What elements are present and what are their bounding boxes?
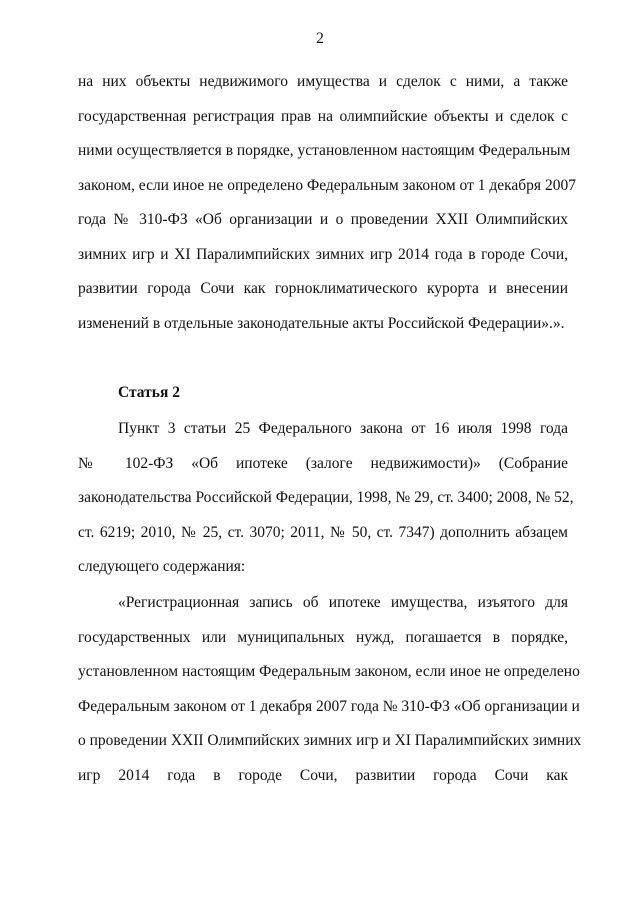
text-line: государственных или муниципальных нужд, погашается в порядке,: [78, 628, 568, 646]
text-line: на них объекты недвижимого имущества и сделок с ними, а также: [78, 73, 568, 90]
text-line: ними осуществляется в порядке, установленном настоящим Федеральным: [78, 142, 571, 159]
paragraph-quoted-amendment: [78, 586, 582, 793]
text-line: игр 2014 года в городе Сочи, развитии города Сочи как: [78, 766, 568, 784]
text-line: изменений в отдельные законодательные акты Российской Федерации».».: [78, 314, 565, 332]
article-heading: Статья 2: [118, 384, 180, 401]
text-line: развитии города Сочи как горноклиматического курорта и внесении: [78, 280, 568, 297]
text-line: зимних игр и XI Паралимпийских зимних игр 2014 года в городе Сочи,: [78, 245, 568, 263]
text-line: года № 310-ФЗ «Об организации и о проведении XXII Олимпийских: [78, 211, 568, 228]
text-line: о проведении XXII Олимпийских зимних игр и XI Паралимпийских зимних: [78, 732, 582, 749]
text-line: ст. 6219; 2010, № 25, ст. 3070; 2011, № 50, ст. 7347) дополнить абзацем: [78, 523, 568, 541]
text-line: законодательства Российской Федерации, 1998, № 29, ст. 3400; 2008, № 52,: [78, 489, 574, 506]
text-line: Федеральным законом от 1 декабря 2007 года № 310-ФЗ «Об организации и: [78, 697, 580, 715]
text-line: следующего содержания:: [78, 558, 246, 575]
paragraph-article-2: [78, 412, 574, 585]
text-line: государственная регистрация прав на олимпийские объекты и сделок с: [78, 107, 568, 125]
text-line: «Регистрационная запись об ипотеке имущества, изъятого для: [118, 594, 568, 611]
text-line: № 102-ФЗ «Об ипотеке (залоге недвижимости)» (Собрание: [78, 454, 568, 472]
page-number: 2: [316, 30, 324, 47]
paragraph-continuation: [78, 65, 576, 341]
text-line: Пункт 3 статьи 25 Федерального закона от 16 июля 1998 года: [118, 420, 568, 437]
text-line: законом, если иное не определено Федеральным законом от 1 декабря 2007: [78, 176, 576, 194]
text-line: установленном настоящим Федеральным законом, если иное не определено: [78, 663, 580, 680]
